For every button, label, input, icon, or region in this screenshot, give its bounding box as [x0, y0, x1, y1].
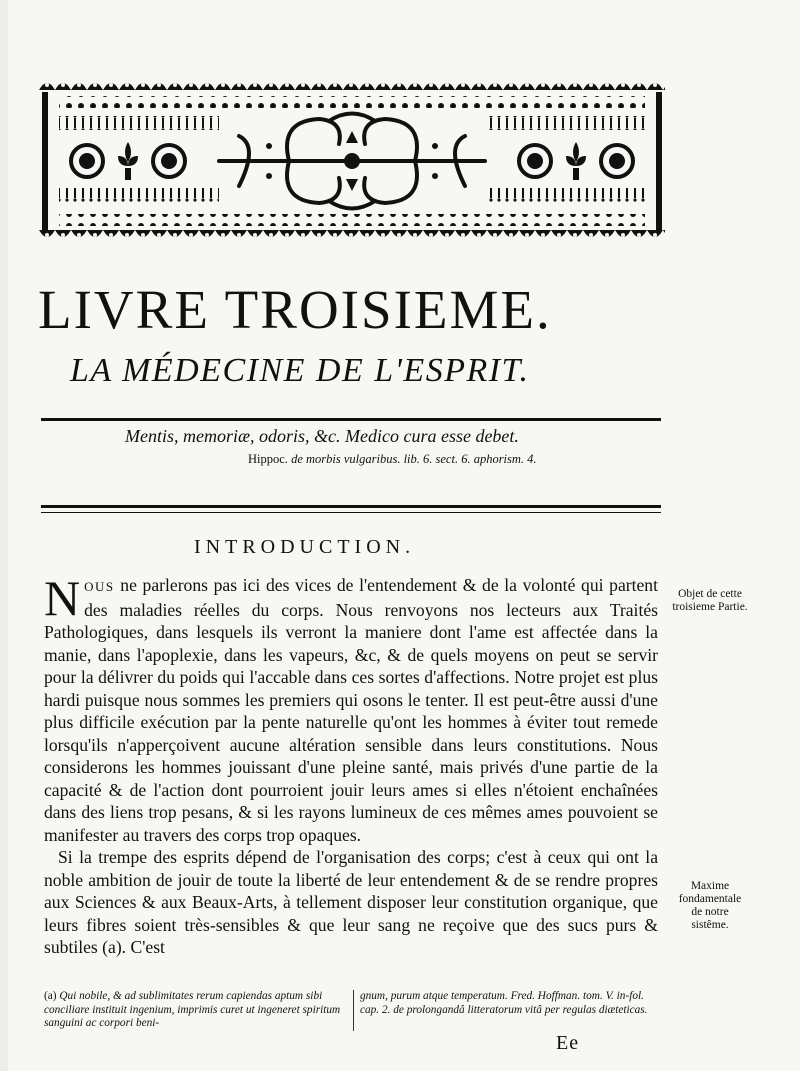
footnote-marker: (a)	[44, 990, 57, 1002]
paragraph-1	[44, 570, 658, 846]
lead-small-caps: OUS	[84, 579, 115, 594]
footnote-col1-text: Qui nobile, & ad sublimitates rerum capiendas aptum sibi conciliare instituit ingenium, imprimis curet ut ingeneret spiritum sanguini ac corpori beni-	[44, 990, 341, 1029]
footnotes	[44, 990, 658, 1031]
page	[8, 0, 800, 1071]
rule-top	[41, 418, 661, 421]
section-heading: INTRODUCTION.	[194, 536, 416, 558]
paragraph-2: Si la trempe des esprits dépend de l'organisation des corps; c'est à ceux qui ont la noble ambition de jouir de toute la liberté de leur entendement & de se rendre propres aux Sciences & aux Beaux-Arts, à tellement disposer leur constitution organique, que leurs fibres soient très-sensibles & que leur sang ne reçoive que des sucs purs & subtiles (a). C'est	[44, 847, 658, 957]
epigraph-source-work: de morbis vulgaribus. lib. 6. sect. 6. aphorism. 4.	[291, 452, 537, 466]
rule-double-thin	[41, 512, 661, 513]
footnote-column-1	[44, 990, 354, 1031]
margin-note-2: Maxime fondamentale de notre sistême.	[678, 880, 742, 931]
epigraph-source	[248, 452, 578, 467]
rule-double-thick	[41, 505, 661, 508]
footnote-column-2: gnum, purum atque temperatum. Fred. Hoffman. tom. V. in-fol. cap. 2. de prolongandâ litteratorum vitâ per regulas diæteticas.	[359, 990, 648, 1016]
printers-ornament-band	[39, 76, 665, 246]
epigraph-source-author: Hippoc.	[248, 452, 288, 466]
book-title: LIVRE TROISIEME.	[38, 279, 552, 340]
signature-mark: Ee	[556, 1032, 580, 1054]
paragraph-1-text: ne parlerons pas ici des vices de l'entendement & de la volonté qui partent des maladies réelles du corps. Nous renvoyons nos lecteurs aux Traités Pathologiques, dans lesquels ils verront la maniere dont l'ame est affectée dans la manie, dans l'apoplexie, dans les vapeurs, &c, & de quels moyens on peut se servir pour la délivrer du poids qui l'accable dans ces sortes d'affections. Notre projet est plus hardi puisque nous sommes les premiers qui osons le tenter. Il est peut-être aussi d'une plus difficile exécution par la pente naturelle qu'ont les hommes à éviter tout remede lorsqu'ils n'apperçoivent aucune altération sensible dans leurs constitutions. Nous considerons les hommes jouissant d'une pleine santé, mais privés d'une partie de la capacité & de l'action dont pourroient jouir leurs ames si elles n'étoient enchaînées dans des liens trop pesans, & si les rayons lumineux de ces mêmes ames pouvoient se manifester au travers des corps trop opaques.	[44, 575, 658, 845]
epigraph-quote: Mentis, memoriæ, odoris, &c. Medico cura esse debet.	[125, 426, 519, 446]
drop-cap: N	[44, 570, 81, 626]
book-subtitle: LA MÉDECINE DE L'ESPRIT.	[70, 352, 530, 389]
margin-note-1: Objet de cette troisieme Partie.	[672, 588, 748, 613]
body-text	[44, 570, 658, 959]
